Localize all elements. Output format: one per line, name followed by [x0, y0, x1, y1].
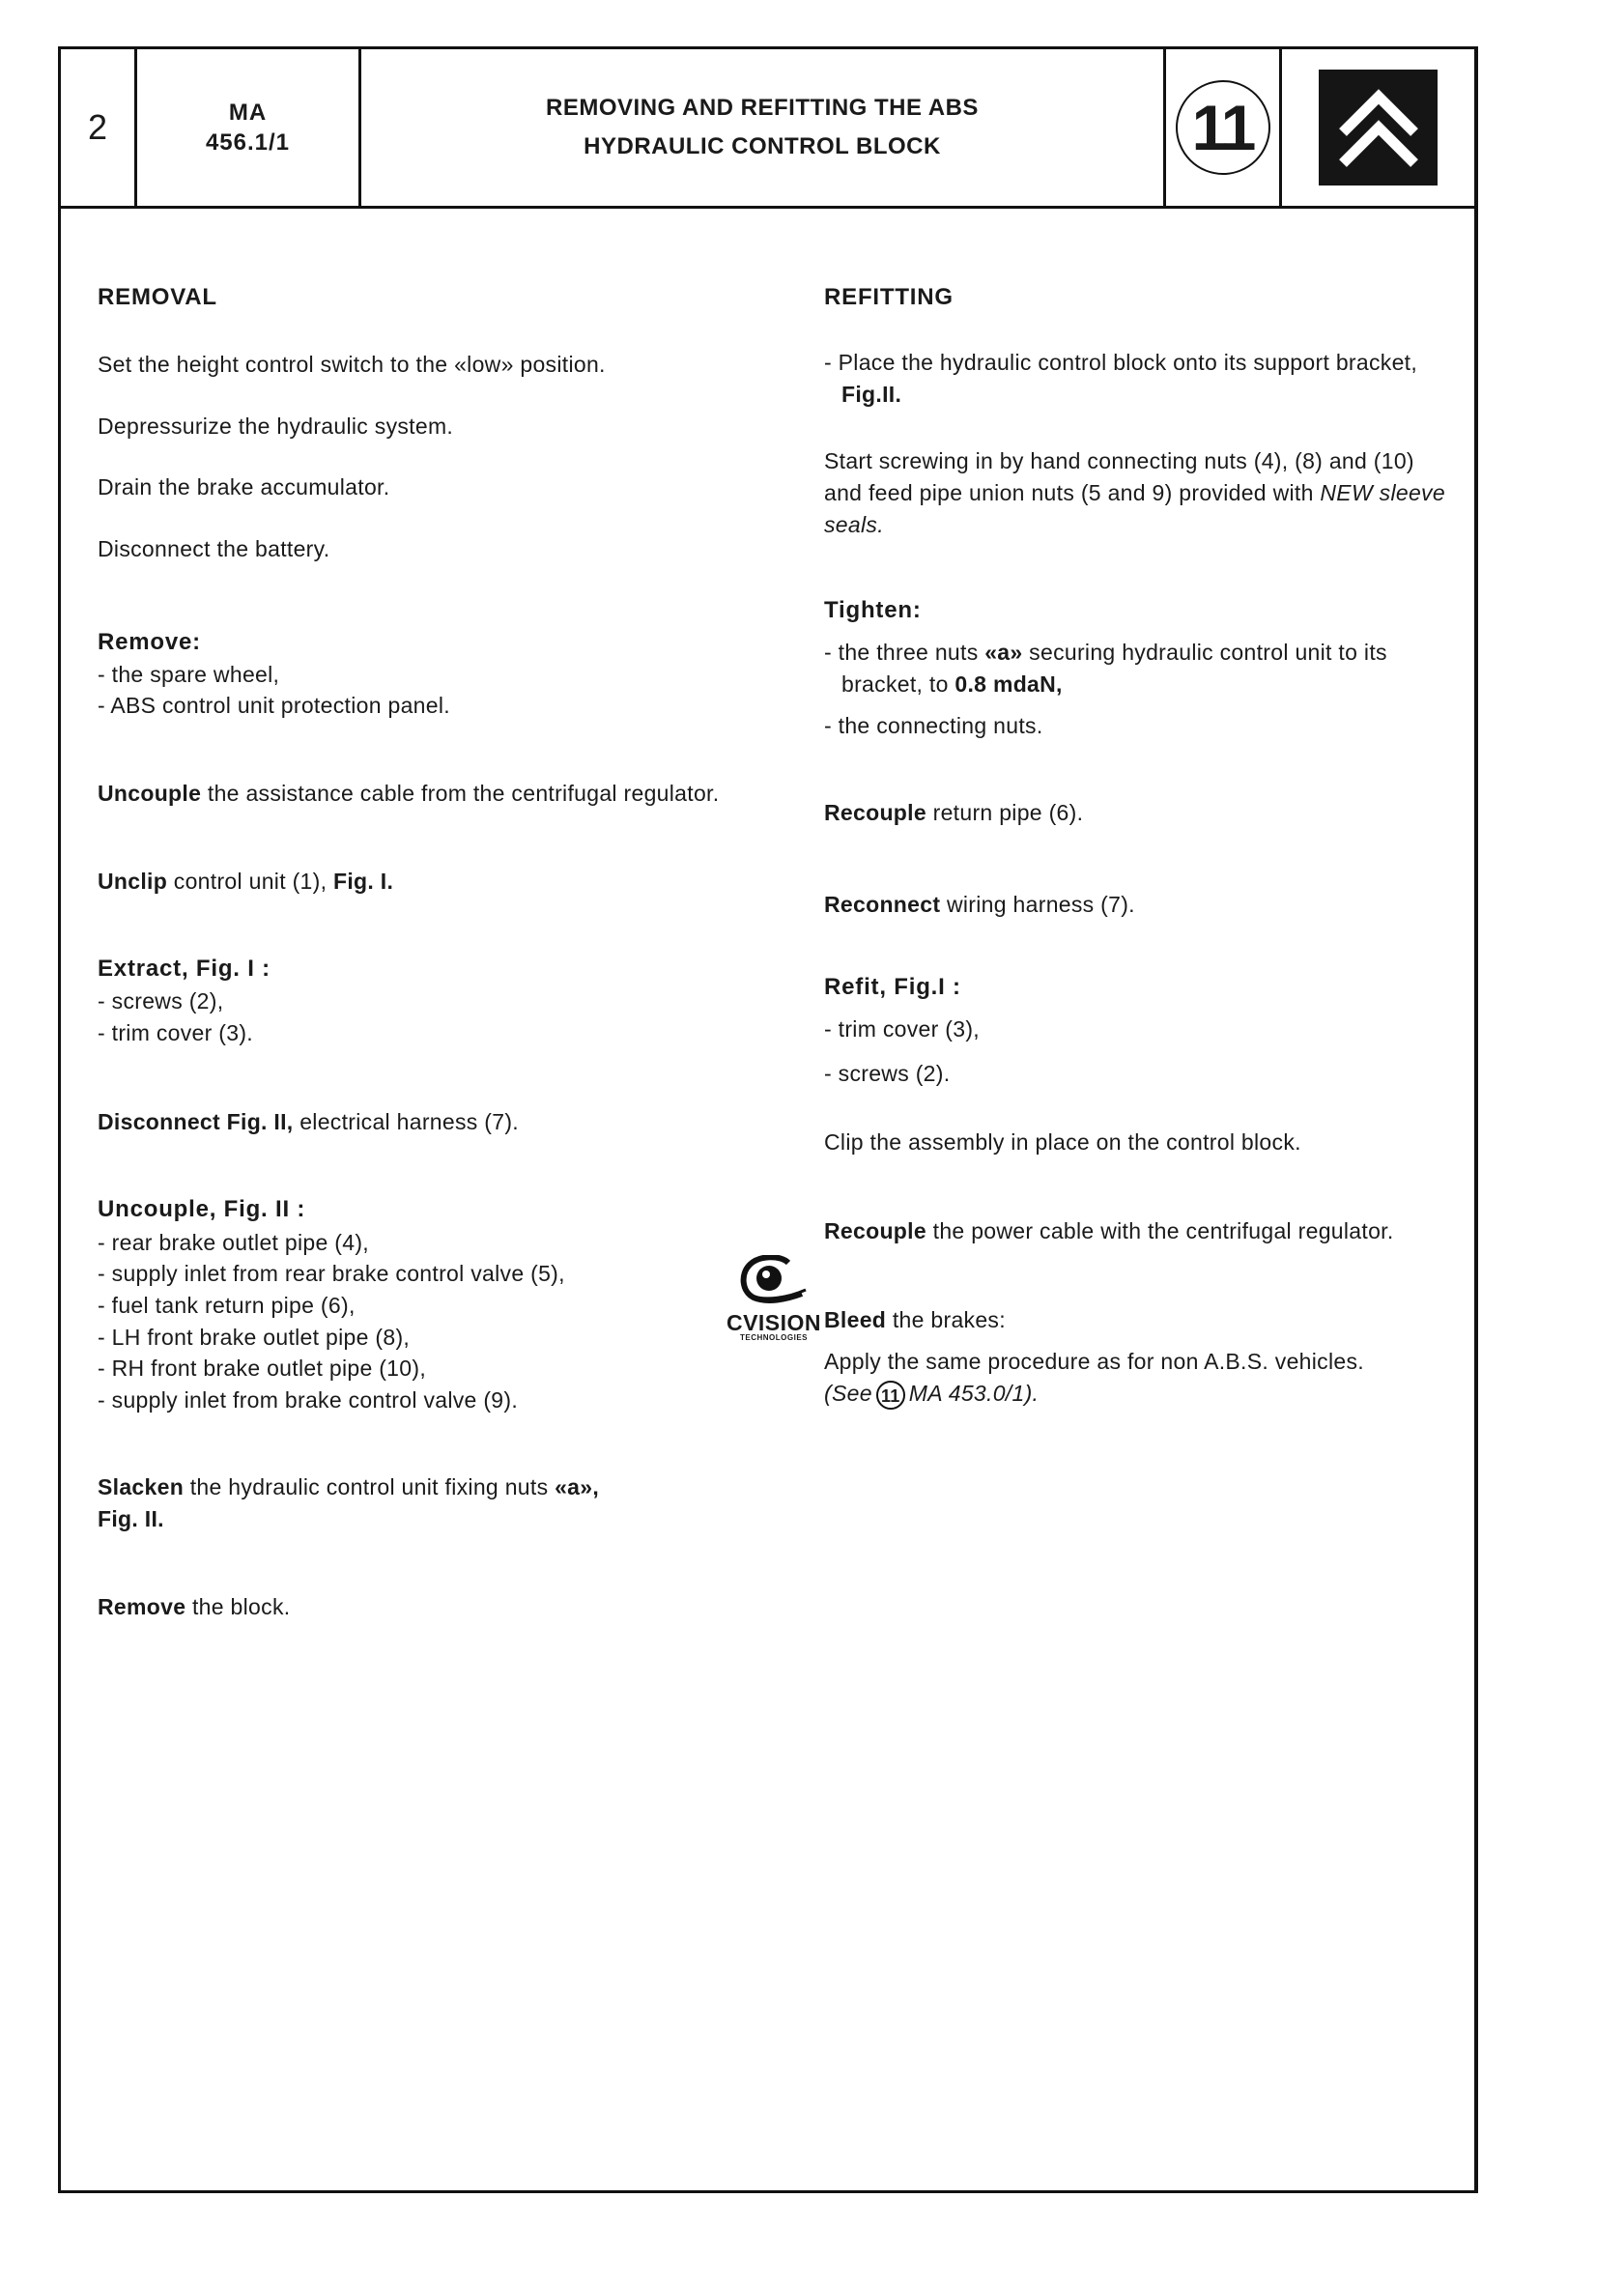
step-remove-block — [98, 1591, 793, 1623]
tighten-text-a: - the three nuts — [824, 640, 985, 666]
refit-heading: Refit, Fig.I : — [824, 973, 961, 1000]
keyword-remove: Remove — [98, 1593, 186, 1619]
watermark-logo — [706, 1255, 841, 1352]
keyword-unclip: Unclip — [98, 868, 168, 894]
recouple2-text: the power cable with the centrifugal regulator. — [926, 1217, 1394, 1243]
title-line-2: HYDRAULIC CONTROL BLOCK — [584, 133, 941, 159]
step-bleed — [824, 1304, 1452, 1336]
refit-item: - screws (2). — [824, 1061, 951, 1087]
step-disconnect-battery: Disconnect the battery. — [98, 536, 330, 562]
tighten-heading: Tighten: — [824, 597, 922, 624]
removal-heading: REMOVAL — [98, 284, 217, 310]
page-number — [61, 49, 137, 206]
unclip-text: control unit (1), — [167, 868, 333, 894]
document-title — [361, 49, 1166, 206]
refitting-column — [824, 281, 1452, 1410]
extract-item: - screws (2), — [98, 988, 224, 1014]
place-text: - Place the hydraulic control block onto its support bracket, — [824, 350, 1418, 376]
section-badge — [1166, 49, 1282, 206]
uncouple-pipe-item: - rear brake outlet pipe (4), — [98, 1229, 369, 1255]
section-number: 11 — [1191, 92, 1254, 163]
step-place-block — [824, 347, 1452, 410]
eye-logo-icon — [738, 1255, 810, 1305]
screw-italic: NEW sleeve seals. — [824, 480, 1445, 537]
reconnect-text: wiring harness (7). — [940, 892, 1135, 918]
see-text-b: MA 453.0/1). — [908, 1380, 1040, 1406]
step-uncouple-cable — [98, 778, 793, 810]
extract-heading: Extract, Fig. I : — [98, 956, 271, 983]
step-start-screwing — [824, 445, 1452, 540]
page-header — [61, 49, 1474, 209]
keyword-bleed: Bleed — [824, 1307, 887, 1333]
refit-item: - trim cover (3), — [824, 1015, 980, 1042]
slacken-fig-ref: Fig. II. — [98, 1506, 164, 1532]
step-depressurize: Depressurize the hydraulic system. — [98, 413, 454, 439]
section-circle-icon: 11 — [876, 1381, 905, 1410]
keyword-uncouple: Uncouple — [98, 781, 202, 807]
keyword-slacken: Slacken — [98, 1474, 185, 1500]
step-set-height: Set the height control switch to the «low» position. — [98, 352, 606, 378]
remove-heading: Remove: — [98, 628, 201, 655]
see-reference — [824, 1378, 1452, 1410]
slacken-text: the hydraulic control unit fixing nuts — [184, 1474, 556, 1500]
remove-item: - ABS control unit protection panel. — [98, 693, 450, 719]
watermark-sub: TECHNOLOGIES — [739, 1333, 808, 1342]
keyword-reconnect: Reconnect — [824, 892, 941, 918]
tighten-text-c: securing hydraulic control unit to its bracket, to — [841, 640, 1387, 698]
see-text-a: (See — [824, 1380, 872, 1406]
step-recouple-return — [824, 797, 1452, 829]
section-number-circle — [1176, 80, 1270, 175]
step-slacken — [98, 1471, 793, 1534]
step-recouple-power — [824, 1215, 1452, 1247]
step-reconnect-harness — [824, 889, 1452, 921]
chevrons-icon — [1325, 74, 1432, 181]
step-unclip — [98, 866, 793, 898]
uncouple-pipe-item: - fuel tank return pipe (6), — [98, 1292, 356, 1318]
tighten-torque: 0.8 mdaN, — [954, 671, 1063, 698]
bleed-text: the brakes: — [886, 1307, 1006, 1333]
keyword-recouple-2: Recouple — [824, 1217, 926, 1243]
remove-item: - the spare wheel, — [98, 661, 280, 687]
remove-block-text: the block. — [185, 1593, 291, 1619]
step-drain: Drain the brake accumulator. — [98, 474, 390, 500]
refitting-heading: REFITTING — [824, 284, 954, 310]
reference-line-2: 456.1/1 — [205, 129, 291, 156]
step-apply-procedure: Apply the same procedure as for non A.B.S. vehicles. — [824, 1349, 1364, 1375]
uncouple-pipes-heading: Uncouple, Fig. II : — [98, 1196, 306, 1223]
uncouple-text: the assistance cable from the centrifugal regulator. — [201, 781, 720, 807]
uncouple-pipe-item: - supply inlet from brake control valve (9). — [98, 1386, 519, 1413]
watermark-brand: CVISION — [726, 1310, 822, 1335]
document-reference — [137, 49, 361, 206]
unclip-fig-ref: Fig. I. — [332, 868, 394, 894]
reference-line-1: MA — [228, 99, 268, 126]
screw-text: Start screwing in by hand connecting nuts (4), (8) and (10) and feed pipe union nuts (5 and 9) provided with — [824, 448, 1414, 506]
page-frame — [58, 46, 1478, 2193]
step-disconnect-harness — [98, 1106, 793, 1138]
tighten-item — [824, 637, 1452, 699]
keyword-recouple: Recouple — [824, 800, 926, 826]
removal-column — [98, 281, 793, 1622]
double-chevron-brand-logo-icon — [1319, 70, 1438, 186]
brand-logo-cell — [1282, 49, 1474, 206]
recouple-text: return pipe (6). — [926, 800, 1084, 826]
page-number-text: 2 — [87, 107, 108, 147]
uncouple-pipe-item: - supply inlet from rear brake control valve (5), — [98, 1261, 565, 1287]
extract-item: - trim cover (3). — [98, 1020, 253, 1046]
place-fig-ref: Fig.II. — [841, 381, 902, 407]
keyword-disconnect: Disconnect Fig. II, — [98, 1108, 294, 1134]
uncouple-pipe-item: - LH front brake outlet pipe (8), — [98, 1324, 411, 1350]
step-clip-assembly: Clip the assembly in place on the control block. — [824, 1129, 1301, 1156]
uncouple-pipe-item: - RH front brake outlet pipe (10), — [98, 1356, 427, 1382]
disconnect-text: electrical harness (7). — [293, 1108, 519, 1134]
tighten-nut-ref: «a» — [984, 640, 1023, 666]
tighten-item: - the connecting nuts. — [824, 712, 1043, 738]
slacken-nut-ref: «a», — [555, 1474, 600, 1500]
title-line-1: REMOVING AND REFITTING THE ABS — [546, 95, 979, 122]
